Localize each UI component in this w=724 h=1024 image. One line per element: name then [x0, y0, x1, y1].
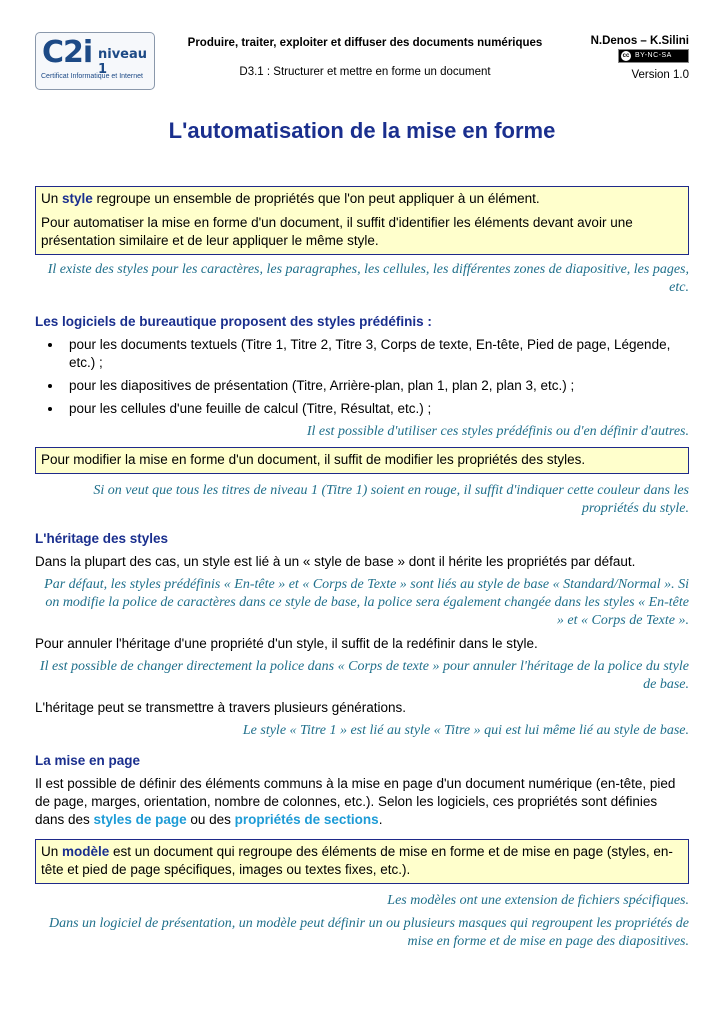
paragraph: L'héritage peut se transmettre à travers plusieurs générations. — [35, 700, 407, 715]
box-paragraph — [41, 843, 683, 879]
italic-note: Le style « Titre 1 » est lié au style « Titre » qui est lui même lié au style de base. — [242, 723, 689, 738]
section-heading-heritage: L'héritage des styles — [35, 531, 169, 546]
paragraph — [35, 775, 689, 829]
section-heading-layout: La mise en page — [35, 753, 141, 768]
definition-box-modify — [35, 447, 689, 474]
italic-note: Si on veut que tous les titres de niveau 1 (Titre 1) soient en rouge, il suffit d'indiquer cette couleur dans les propriétés du style. — [93, 483, 689, 516]
section-heading-predefined: Les logiciels de bureautique proposent des styles prédéfinis : — [35, 314, 432, 329]
definition-box-style — [35, 186, 689, 255]
text-span: . — [378, 812, 383, 827]
license-text: BY-NC-SA — [635, 52, 672, 59]
main-content — [35, 186, 689, 951]
italic-note: Il existe des styles pour les caractères, les paragraphes, les cellules, les différentes zones de diapositive, les pages, etc. — [47, 262, 689, 295]
list-item: • pour les documents textuels (Titre 1, Titre 2, Titre 3, Corps de texte, En-tête, Pied de page, Légende, etc.) ; — [63, 336, 689, 372]
definition-box-model — [35, 839, 689, 884]
header-subtitle: D3.1 : Structurer et mettre en forme un document — [239, 66, 491, 78]
cc-license-badge — [618, 49, 689, 63]
text-span: Un — [41, 191, 63, 206]
italic-note: Il est possible d'utiliser ces styles prédéfinis ou d'en définir d'autres. — [306, 424, 689, 439]
styles-de-page-link[interactable]: styles de page — [93, 812, 187, 827]
logo-subtitle: Certificat Informatique et Internet — [41, 73, 143, 80]
paragraph: Pour annuler l'héritage d'une propriété d'un style, il suffit de la redéfinir dans le style. — [35, 636, 538, 651]
text-span: ou des — [186, 812, 235, 827]
box-paragraph: Pour modifier la mise en forme d'un document, il suffit de modifier les propriétés des styles. — [41, 452, 586, 467]
logo-main-text: C2i — [42, 35, 93, 70]
logo-level-text: niveau 1 — [98, 47, 148, 77]
header-title: Produire, traiter, exploiter et diffuser des documents numériques — [187, 37, 543, 49]
box-paragraph — [41, 190, 683, 208]
cc-icon: cc — [622, 53, 630, 59]
header-version: Version 1.0 — [631, 69, 689, 81]
header-authors: N.Denos – K.Silini — [590, 35, 689, 47]
keyword-style: style — [62, 191, 93, 206]
proprietes-de-sections-link[interactable]: propriétés de sections — [234, 812, 379, 827]
keyword-modele: modèle — [62, 844, 110, 859]
text-span: Un — [41, 844, 63, 859]
italic-note: Dans un logiciel de présentation, un modèle peut définir un ou plusieurs masques qui regroupent les propriétés de mise en forme et de mise en page des diapositives. — [48, 916, 689, 949]
text-span: est un document qui regroupe des éléments de mise en forme et de mise en page (styles, en-tête et pied de page spécifiques, images ou textes fixes, etc.). — [41, 844, 673, 877]
italic-note: Il est possible de changer directement la police dans « Corps de texte » pour annuler l'héritage de la police du style de base. — [39, 659, 689, 692]
text-span: regroupe un ensemble de propriétés que l'on peut appliquer à un élément. — [92, 191, 540, 206]
predefined-styles-list — [35, 336, 689, 418]
page-title: L'automatisation de la mise en forme — [168, 118, 556, 143]
c2i-logo — [35, 32, 155, 90]
text-span: Il est possible de définir des éléments communs à la mise en page d'un document numérique (en-tête, pied de page, marges, orientation, nombre de colonnes, etc.). Selon les logiciels, ces propriétés sont définies dans des — [35, 776, 676, 827]
italic-note: Par défaut, les styles prédéfinis « En-tête » et « Corps de Texte » sont liés au style de base « Standard/Normal ». Si on modifie la police de caractères dans ce style de base, la police sera également changée dans les styles « En-tête » et « Corps de Texte ». — [44, 577, 689, 628]
box-paragraph: Pour automatiser la mise en forme d'un document, il suffit d'identifier les éléments devant avoir une présentation similaire et de leur appliquer le même style. — [41, 215, 633, 248]
list-item: • pour les cellules d'une feuille de calcul (Titre, Résultat, etc.) ; — [63, 400, 689, 418]
italic-note: Les modèles ont une extension de fichiers spécifiques. — [387, 893, 689, 908]
paragraph: Dans la plupart des cas, un style est lié à un « style de base » dont il hérite les propriétés par défaut. — [35, 554, 636, 569]
list-item: • pour les diapositives de présentation (Titre, Arrière-plan, plan 1, plan 2, plan 3, etc.) ; — [63, 377, 689, 395]
